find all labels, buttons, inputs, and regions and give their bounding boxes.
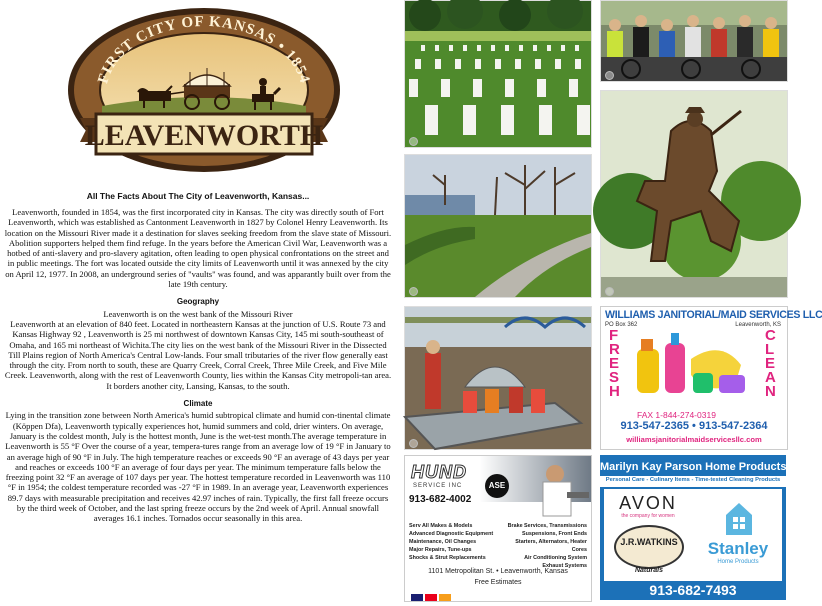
cyclists-image xyxy=(601,1,787,81)
statue-image xyxy=(601,91,787,297)
climate-heading: Climate xyxy=(183,399,213,409)
janitorial-city: Leavenworth, KS xyxy=(735,322,781,328)
avon-sub: the company for women xyxy=(621,513,675,519)
hund-estimates: Free Estimates xyxy=(474,579,522,586)
hund-services-right: Brake Services, Transmissions Suspensions, Front Ends Starters, Alternators, Heater Cores Air Conditioning System Exhaust Systems xyxy=(507,523,587,569)
hund-phone[interactable]: 913-682-4002 xyxy=(409,494,472,505)
article-body xyxy=(4,207,392,524)
hund-sub: SERVICE INC xyxy=(413,483,463,489)
ad-hund-service[interactable] xyxy=(404,455,592,602)
photo-zoom-icon[interactable] xyxy=(409,439,418,448)
river-boat-image xyxy=(405,307,591,449)
hund-services-left: Serv All Makes & Models Advanced Diagnostic Equipment Maintenance, Oil Changes Major Repairs, Tune-ups Shocks & Strut Replacements xyxy=(409,523,494,561)
stanley-sub: Home Products xyxy=(717,559,759,565)
logo-emblem-icon xyxy=(66,6,342,181)
article-intro: Leavenworth, founded in 1854, was the first incorporated city in Kansas. The city was directly south of Fort Leavenworth, which was established as Cantonment Leavenworth in 1827 by Colonel Henry Leavenworth. Its location on the Missouri River made it a destination for slaves seeking freedom from the slave state of Missouri. Abolition supporters helped them find refuge. In the years before the American Civil War, Leavenworth was a hotbed of anti-slavery and pro-slavery agitation, often leading to open physical confrontations on the street and in public meetings. The fort was located outside the city limits of Leavenworth until it was annexed by the city on April 12, 1977. In 2008, an underground series of "vaults" was found, and was apparantly built over from the late 19th century. xyxy=(4,207,392,290)
stanley-logo: Stanley xyxy=(707,539,769,558)
mechanic-icon xyxy=(515,458,591,522)
svg-text:FIRST CITY OF KANSAS • 1854: FIRST CITY OF KANSAS • 1854 xyxy=(95,13,313,86)
photo-zoom-icon[interactable] xyxy=(409,137,418,146)
ad-williams-janitorial[interactable] xyxy=(600,306,822,450)
photo-bike-riders[interactable] xyxy=(600,0,788,82)
parson-tagline: Personal Care - Culinary Items - Time-tested Cleaning Products xyxy=(605,477,781,483)
climate-text: Lying in the transition zone between North America's humid subtropical climate and humid con-tinental climate (Köppen Dfa), Leavenworth typically experiences hot, humid summers and cold, drier winters. On average, January is the coldest month, July is the hottest month, June is the wet-test month.The average temperature in Leavenworth is 55 °F Over the course of a year, tempera-tures range from an average low of 19 °F in January to an average high of 90 °F in July. The high temperature reaches or exceeds 90 °F an average of 43 days per year and reaches or exceeds 100 °F an average of four days per year. The minimum temperature falls below the freezing point 32 °F an average of 107 days per year. The hottest temperature recorded in Leavenworth was 110 °F in 1954; the coldest temperature recorded was -27 °F in 1989. In an average year, Leavenworth experiences 89.7 days with measurable precipitation and receives 42.97 inches of rain. Typically, the first fall freeze occurs by the third week of October, and the last spring freeze occurs by the 2nd week of April. Annual snowfall averages 16.1 inches. Tornados occur seasonally in this area. xyxy=(5,410,391,524)
payment-cards-icon xyxy=(411,588,451,606)
hund-logo-text: HUND xyxy=(411,462,467,482)
watkins-sub: Naturals xyxy=(634,567,663,574)
janitorial-clean-text: CLEAN xyxy=(765,327,776,400)
photo-national-cemetery[interactable] xyxy=(404,0,592,148)
janitorial-po: PO Box 362 xyxy=(605,322,638,328)
photo-buffalo-soldier-statue[interactable] xyxy=(600,90,788,298)
parson-phone[interactable]: 913-682-7493 xyxy=(649,582,737,598)
logo-wordmark: LEAVENWORTH xyxy=(84,119,324,152)
janitorial-fax: FAX 1-844-274-0319 xyxy=(637,410,716,420)
stanley-house-icon xyxy=(724,501,754,537)
photo-zoom-icon[interactable] xyxy=(605,287,614,296)
article-headline: All The Facts About The City of Leavenworth, Kansas... xyxy=(86,191,310,201)
janitorial-website-link[interactable]: williamsjanitorialmaidservicesllc.com xyxy=(626,435,762,444)
geography-text: Leavenworth at an elevation of 840 feet. Located in northeastern Kansas at the junction of U.S. Route 73 and Kansas Highway 92 , Leavenworth is 25 mi northwest of downtown Kansas City, 145 mi south-southeast of Omaha, and 165 mi northeast of Wichita.The city lies on the west bank of the Missouri River in the Dissected Till Plains region of North America's Central Low-lands. Four small tributaries of the river flow generally east through the city. From north to south, these are Quarry Creek, Corral Creek, Three Mile Creek, and Five Mile Creek. Leavenworth, along with the rest of Leavenworth County, lies within the Kansas City metropoli-tan area. It borders another city, Lansing, Kansas, to the south. xyxy=(4,318,392,391)
geography-heading: Geography xyxy=(176,297,220,307)
photo-zoom-icon[interactable] xyxy=(605,71,614,80)
leavenworth-logo xyxy=(66,6,342,181)
hund-address: 1101 Metropolitan St. • Leavenworth, Kansas xyxy=(428,568,568,575)
cemetery-image xyxy=(405,1,591,147)
photo-zoom-icon[interactable] xyxy=(409,287,418,296)
watkins-logo: J.R.WATKINS xyxy=(620,537,678,547)
photo-river-boat-crew[interactable] xyxy=(404,306,592,450)
janitorial-fresh-text: FRESH xyxy=(609,327,620,400)
ad-parson-home-products[interactable] xyxy=(600,455,786,600)
janitorial-phones[interactable]: 913-547-2365 • 913-547-2364 xyxy=(620,420,768,432)
cleaning-supplies-icon xyxy=(631,329,757,409)
avon-logo: AVON xyxy=(619,493,677,513)
photo-riverfront-trail[interactable] xyxy=(404,154,592,298)
janitorial-title: WILLIAMS JANITORIAL/MAID SERVICES LLC xyxy=(605,309,822,321)
geography-subheading: Leavenworth is on the west bank of the Missouri River xyxy=(103,308,293,319)
parson-title: Marilyn Kay Parson Home Products xyxy=(600,461,787,473)
riverwalk-image xyxy=(405,155,591,297)
ase-badge-icon: ASE xyxy=(485,474,509,498)
